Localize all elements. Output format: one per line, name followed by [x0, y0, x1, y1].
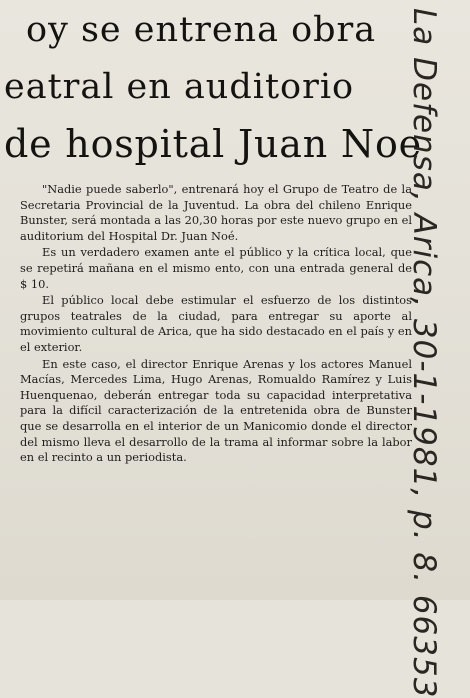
handwritten-source-note: La Defensa, Arica, 30-1-1981, p. 8. 66353	[406, 8, 442, 698]
article-paragraph-2: Es un verdadero examen ante el público y la crítica local, que se repetirá mañana en el mismo ento, con una entrada general de $ 10.	[20, 245, 412, 291]
headline-line-1: oy se entrena obra	[26, 10, 377, 50]
article-paragraph-3: El público local debe estimular el esfuerzo de los distintos grupos teatrales de la ciudad, para entregar su aporte al movimiento cultural de Arica, que ha sido destacado en el país y en el exterior.	[20, 293, 412, 354]
headline-line-2: eatral en auditorio	[4, 67, 355, 107]
headline	[0, 2, 425, 173]
headline-line-3: de hospital Juan Noe	[4, 122, 422, 166]
article-paragraph-1: "Nadie puede saberlo", entrenará hoy el Grupo de Teatro de la Secretaria Provincial de la Juventud. La obra del chileno Enrique Bunster, será montada a las 20,30 horas por este nuevo grupo en el auditorium del Hospital Dr. Juan Noé.	[20, 182, 412, 243]
article-paragraph-4: En este caso, el director Enrique Arenas y los actores Manuel Macías, Mercedes Lima, Hugo Arenas, Romualdo Ramírez y Luis Huenquenao, deberán entregar toda su capacidad interpretativa para la difícil caracterización de la entretenida obra de Bunster que se desarrolla en el interior de un Manicomio donde el director del mismo lleva el desarrollo de la trama al informar sobre la labor en el recinto a un periodista.	[20, 356, 412, 465]
article-body	[20, 182, 412, 467]
